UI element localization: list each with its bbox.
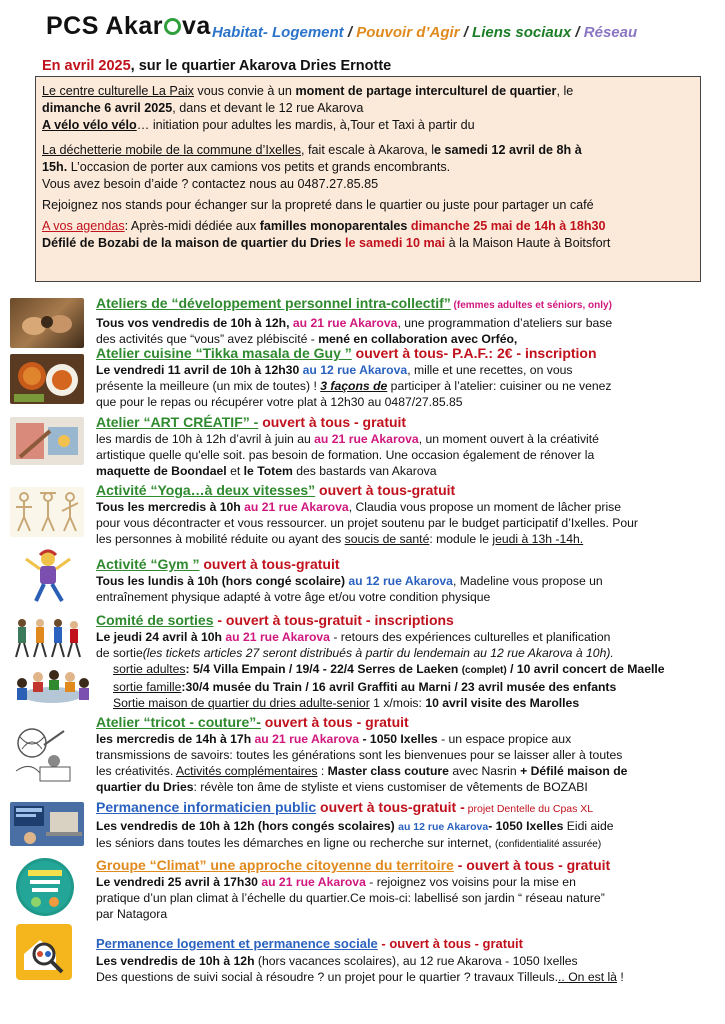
activity-title: Atelier cuisine “Tikka masala de Guy ” ouvert à tous- P.A.F.: 2€ - inscription — [96, 345, 597, 361]
activity-line: Les vendredis de 10h à 12h (hors congés scolaires) au 12 rue Akarova- 1050 Ixelles Eidi aide — [96, 819, 614, 833]
logo: PCS Akar va — [46, 12, 211, 40]
tag-liens: Liens sociaux — [472, 24, 572, 41]
activity-title: Atelier “ART CRÉATIF” - ouvert à tous - gratuit — [96, 414, 407, 430]
climate-poster-icon — [16, 858, 74, 916]
housing-search-icon — [16, 924, 72, 980]
box-line: La déchetterie mobile de la commune d’Ixelles, fait escale à Akarova, le samedi 12 avril de 8h à — [42, 143, 582, 157]
box-line: 15h. L’occasion de porter aux camions vos petits et grands encombrants. — [42, 160, 451, 174]
hands-photo-icon — [10, 298, 84, 348]
activity-line: les créativités. Activités complémentaires : Master class couture avec Nasrin + Défilé maison de — [96, 764, 628, 778]
activity-title: Comité de sorties - ouvert à tous-gratuit - inscriptions — [96, 612, 454, 628]
activity-title: Ateliers de “développement personnel intra-collectif” (femmes adultes et séniors, only) — [96, 295, 612, 311]
activity-line: sortie adultes: 5/4 Villa Empain / 19/4 - 22/4 Serres de Laeken (complet) / 10 avril concert de Maelle — [113, 662, 665, 676]
box-line: dimanche 6 avril 2025, dans et devant le 12 rue Akarova — [42, 101, 364, 115]
tagline: Habitat- Logement / Pouvoir d’Agir / Liens sociaux / Réseau — [212, 24, 638, 41]
activity-title: Activité “Yoga…à deux vitesses” ouvert à tous-gratuit — [96, 482, 456, 498]
yoga-drawing-icon — [10, 487, 84, 537]
activity-line: les mercredis de 14h à 17h au 21 rue Akarova - 1050 Ixelles - un espace propice aux — [96, 732, 572, 746]
box-line: A vélo vélo vélo… initiation pour adultes les mardis, à,Tour et Taxi à partir du — [42, 118, 475, 132]
activity-line: des activités que “vous” avez plébiscité - mené en collaboration avec Orféo, — [96, 332, 518, 346]
activity-line: sortie famille:30/4 musée du Train / 16 avril Graffiti au Marni / 23 avril musée des enfants — [113, 680, 617, 694]
activity-line: Sortie maison de quartier du dries adulte-senior 1 x/mois: 10 avril visite des Marolles — [113, 696, 580, 710]
gym-drawing-icon — [20, 547, 76, 605]
activity-line: les séniors dans toutes les démarches en ligne ou recherche sur internet, (confidentialité assurée) — [96, 836, 602, 850]
box-line: Défilé de Bozabi de la maison de quartier du Dries le samedi 10 mai à la Maison Haute à Boitsfort — [42, 236, 611, 250]
box-line: Le centre culturelle La Paix vous convie à un moment de partage interculturel de quartier, le — [42, 84, 574, 98]
box-line: Rejoignez nos stands pour échanger sur la propreté dans le quartier ou juste pour partager un café — [42, 198, 594, 212]
meeting-drawing-icon — [10, 667, 94, 711]
box-line: A vos agendas: Après-midi dédiée aux familles monoparentales dimanche 25 mai de 14h à 18h30 — [42, 219, 606, 233]
activity-line: que pour le repas ou récupérer votre plat à 12h30 au 0487/27.85.85 — [96, 395, 463, 409]
activity-line: les mardis de 10h à 12h d’avril à juin au au 21 rue Akarova, un moment ouvert à la créativité — [96, 432, 599, 446]
activity-line: pratique d’un plan climat à l’échelle du quartier.Ce mois-ci: labellisé son jardin “ réseau nature” — [96, 891, 605, 905]
activity-line: de sortie(les tickets articles 27 seront distribués à partir du lendemain au 12 rue Akarova à 10h). — [96, 646, 614, 660]
activity-line: par Natagora — [96, 907, 168, 921]
tag-habitat: Habitat- Logement — [212, 24, 344, 41]
announcement-box — [35, 76, 701, 282]
activity-line: maquette de Boondael et le Totem des bastards van Akarova — [96, 464, 437, 478]
logo-o-icon — [164, 18, 181, 35]
activity-line: Les vendredis de 10h à 12h (hors vacances scolaires), au 12 rue Akarova - 1050 Ixelles — [96, 954, 578, 968]
computer-photo-icon — [10, 802, 84, 846]
activity-line: Des questions de suivi social à résoudre ? un projet pour le quartier ? travaux Tilleuls... On est là ! — [96, 970, 624, 984]
activity-title: Permanence logement et permanence sociale - ouvert à tous - gratuit — [96, 936, 523, 951]
activity-line: Le vendredi 25 avril à 17h30 au 21 rue Akarova - rejoignez vos voisins pour la mise en — [96, 875, 576, 889]
activity-line: les personnes à mobilité réduite ou ayant des soucis de santé: module le jeudi à 13h -14h. — [96, 532, 584, 546]
activity-line: Tous les mercredis à 10h au 21 rue Akarova, Claudia vous propose un moment de lâcher prise — [96, 500, 622, 514]
tag-pouvoir: Pouvoir d’Agir — [356, 24, 460, 41]
tag-reseau: Réseau — [583, 24, 638, 41]
sewing-drawing-icon — [10, 721, 78, 787]
box-line: Vous avez besoin d’aide ? contactez nous au 0487.27.85.85 — [42, 177, 379, 191]
activity-line: présente la meilleure (un mix de toutes) ! 3 façons de participer à l’atelier: cuisiner ou ne venez — [96, 379, 612, 393]
activity-line: artistique quelle qu'elle soit. pas besoin de formation. Une occasion également de rénover la — [96, 448, 595, 462]
activity-title: Activité “Gym ” ouvert à tous-gratuit — [96, 556, 340, 572]
activity-line: entraînement physique adapté à votre âge et/ou votre condition physique — [96, 590, 491, 604]
activity-line: Tous les lundis à 10h (hors congé scolaire) au 12 rue Akarova, Madeline vous propose un — [96, 574, 603, 588]
activity-line: pour vous décontracter et vous ressourcer. un projet soutenu par le budget participatif d’Ixelles. Pour — [96, 516, 638, 530]
curry-photo-icon — [10, 354, 84, 404]
activity-line: quartier du Dries: révèle ton âme de styliste et viens customiser de vêtements de BOZABI — [96, 780, 588, 794]
activity-title: Groupe “Climat” une approche citoyenne du territoire - ouvert à tous - gratuit — [96, 857, 611, 873]
activity-line: Le vendredi 11 avril de 10h à 12h30 au 12 rue Akarova, mille et une recettes, on vous — [96, 363, 573, 377]
activity-line: Le jeudi 24 avril à 10h au 21 rue Akarova - retours des expériences culturelles et planification — [96, 630, 611, 644]
activity-title: Permanence informaticien public ouvert à tous-gratuit - projet Dentelle du Cpas XL — [96, 799, 594, 815]
activity-line: Tous vos vendredis de 10h à 12h, au 21 rue Akarova, une programmation d’ateliers sur base — [96, 316, 613, 330]
crafts-photo-icon — [10, 417, 84, 465]
activity-title: Atelier “tricot - couture”- ouvert à tous - gratuit — [96, 714, 409, 730]
page-subtitle: En avril 2025, sur le quartier Akarova Dries Ernotte — [42, 58, 392, 74]
activity-line: transmissions de savoirs: toutes les générations sont les bienvenues pour se laisser aller à toutes — [96, 748, 623, 762]
header — [40, 8, 720, 46]
walkers-drawing-icon — [10, 615, 84, 661]
